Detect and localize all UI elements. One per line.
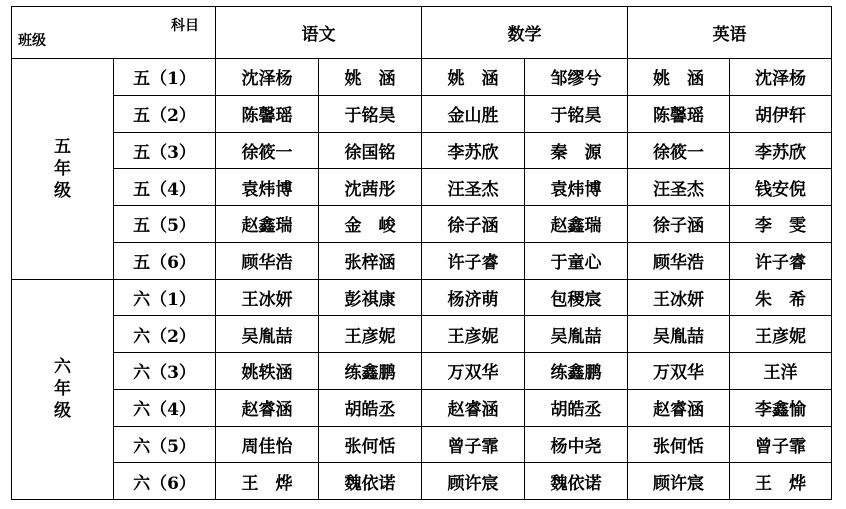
teacher-name-cell: 徐筱一	[628, 132, 730, 169]
teacher-name-cell: 曾子霏	[422, 426, 525, 463]
table-row	[12, 206, 832, 243]
corner-header-cell	[12, 7, 216, 59]
table-row	[12, 95, 832, 132]
table-row	[12, 463, 832, 500]
teacher-name-cell: 金 峻	[319, 206, 422, 243]
grade-label-char: 年	[54, 379, 71, 400]
teacher-name-cell: 魏依诺	[525, 463, 628, 500]
teacher-name-cell: 吴胤喆	[216, 316, 319, 353]
teacher-name-cell: 杨中尧	[525, 426, 628, 463]
teacher-name-cell: 姚轶涵	[216, 353, 319, 390]
header-row	[12, 7, 832, 59]
teacher-name-cell: 杨济萌	[422, 279, 525, 316]
teacher-name-cell: 沈泽杨	[730, 59, 832, 96]
teacher-name-cell: 王彦妮	[730, 316, 832, 353]
teacher-name-cell: 彭祺康	[319, 279, 422, 316]
teacher-name-cell: 姚 涵	[422, 59, 525, 96]
grade-label-char: 级	[54, 401, 71, 422]
class-name-cell: 六（4）	[114, 389, 216, 426]
teacher-name-cell: 金山胜	[422, 95, 525, 132]
class-name-cell: 六（2）	[114, 316, 216, 353]
class-name-cell: 五（6）	[114, 242, 216, 279]
class-name-cell: 六（3）	[114, 353, 216, 390]
class-name-cell: 六（1）	[114, 279, 216, 316]
teacher-name-cell: 练鑫鹏	[319, 353, 422, 390]
class-name-cell: 五（3）	[114, 132, 216, 169]
class-name-cell: 五（1）	[114, 59, 216, 96]
class-teacher-table	[11, 6, 832, 500]
teacher-name-cell: 汪圣杰	[628, 169, 730, 206]
table-row	[12, 316, 832, 353]
subject-axis-label: 科目	[171, 18, 199, 34]
table-row	[12, 59, 832, 96]
teacher-name-cell: 李 雯	[730, 206, 832, 243]
teacher-name-cell: 赵睿涵	[628, 389, 730, 426]
teacher-name-cell: 钱安倪	[730, 169, 832, 206]
teacher-name-cell: 徐筱一	[216, 132, 319, 169]
teacher-name-cell: 万双华	[422, 353, 525, 390]
teacher-name-cell: 吴胤喆	[525, 316, 628, 353]
teacher-name-cell: 沈茜彤	[319, 169, 422, 206]
table-row	[12, 389, 832, 426]
table-row	[12, 242, 832, 279]
teacher-name-cell: 陈馨瑶	[628, 95, 730, 132]
teacher-name-cell: 顾华浩	[628, 242, 730, 279]
teacher-name-cell: 胡皓丞	[319, 389, 422, 426]
table-body	[12, 59, 832, 500]
teacher-name-cell: 赵鑫瑞	[525, 206, 628, 243]
grade-cell	[12, 279, 114, 500]
teacher-name-cell: 于铭昊	[525, 95, 628, 132]
class-name-cell: 六（6）	[114, 463, 216, 500]
class-name-cell: 六（5）	[114, 426, 216, 463]
teacher-name-cell: 赵睿涵	[422, 389, 525, 426]
teacher-name-cell: 邹缪兮	[525, 59, 628, 96]
subject-header-math: 数学	[422, 7, 628, 59]
teacher-name-cell: 赵鑫瑞	[216, 206, 319, 243]
teacher-name-cell: 周佳怡	[216, 426, 319, 463]
teacher-name-cell: 张何恬	[628, 426, 730, 463]
teacher-name-cell: 王 烨	[730, 463, 832, 500]
table-row	[12, 353, 832, 390]
teacher-name-cell: 姚 涵	[628, 59, 730, 96]
teacher-name-cell: 吴胤喆	[628, 316, 730, 353]
teacher-name-cell: 练鑫鹏	[525, 353, 628, 390]
teacher-name-cell: 王彦妮	[319, 316, 422, 353]
teacher-name-cell: 沈泽杨	[216, 59, 319, 96]
teacher-name-cell: 许子睿	[422, 242, 525, 279]
teacher-name-cell: 包稷宸	[525, 279, 628, 316]
teacher-name-cell: 王冰妍	[216, 279, 319, 316]
teacher-name-cell: 陈馨瑶	[216, 95, 319, 132]
subject-header-chinese: 语文	[216, 7, 422, 59]
teacher-name-cell: 于童心	[525, 242, 628, 279]
teacher-name-cell: 于铭昊	[319, 95, 422, 132]
grade-label-char: 级	[54, 180, 71, 201]
teacher-name-cell: 朱 希	[730, 279, 832, 316]
teacher-name-cell: 魏依诺	[319, 463, 422, 500]
table-row	[12, 426, 832, 463]
teacher-name-cell: 徐子涵	[422, 206, 525, 243]
teacher-name-cell: 王洋	[730, 353, 832, 390]
teacher-name-cell: 胡伊轩	[730, 95, 832, 132]
teacher-name-cell: 王冰妍	[628, 279, 730, 316]
teacher-name-cell: 许子睿	[730, 242, 832, 279]
teacher-name-cell: 李鑫愉	[730, 389, 832, 426]
teacher-name-cell: 姚 涵	[319, 59, 422, 96]
teacher-name-cell: 顾华浩	[216, 242, 319, 279]
teacher-name-cell: 袁炜博	[525, 169, 628, 206]
teacher-name-cell: 王 烨	[216, 463, 319, 500]
class-axis-label: 班级	[18, 33, 46, 49]
table-row	[12, 132, 832, 169]
teacher-name-cell: 万双华	[628, 353, 730, 390]
teacher-name-cell: 秦 源	[525, 132, 628, 169]
class-name-cell: 五（4）	[114, 169, 216, 206]
teacher-name-cell: 徐子涵	[628, 206, 730, 243]
class-name-cell: 五（5）	[114, 206, 216, 243]
teacher-name-cell: 曾子霏	[730, 426, 832, 463]
teacher-name-cell: 顾许宸	[422, 463, 525, 500]
grade-cell	[12, 59, 114, 280]
table-row	[12, 279, 832, 316]
teacher-name-cell: 李苏欣	[422, 132, 525, 169]
teacher-name-cell: 李苏欣	[730, 132, 832, 169]
subject-header-english: 英语	[628, 7, 832, 59]
table-row	[12, 169, 832, 206]
grade-label-char: 年	[54, 158, 71, 179]
grade-label-char: 五	[54, 136, 71, 157]
teacher-name-cell: 胡皓丞	[525, 389, 628, 426]
teacher-name-cell: 汪圣杰	[422, 169, 525, 206]
teacher-name-cell: 徐国铭	[319, 132, 422, 169]
teacher-name-cell: 顾许宸	[628, 463, 730, 500]
grade-label-char: 六	[54, 357, 71, 378]
class-name-cell: 五（2）	[114, 95, 216, 132]
teacher-name-cell: 赵睿涵	[216, 389, 319, 426]
teacher-name-cell: 袁炜博	[216, 169, 319, 206]
teacher-name-cell: 王彦妮	[422, 316, 525, 353]
teacher-name-cell: 张何恬	[319, 426, 422, 463]
teacher-name-cell: 张梓涵	[319, 242, 422, 279]
